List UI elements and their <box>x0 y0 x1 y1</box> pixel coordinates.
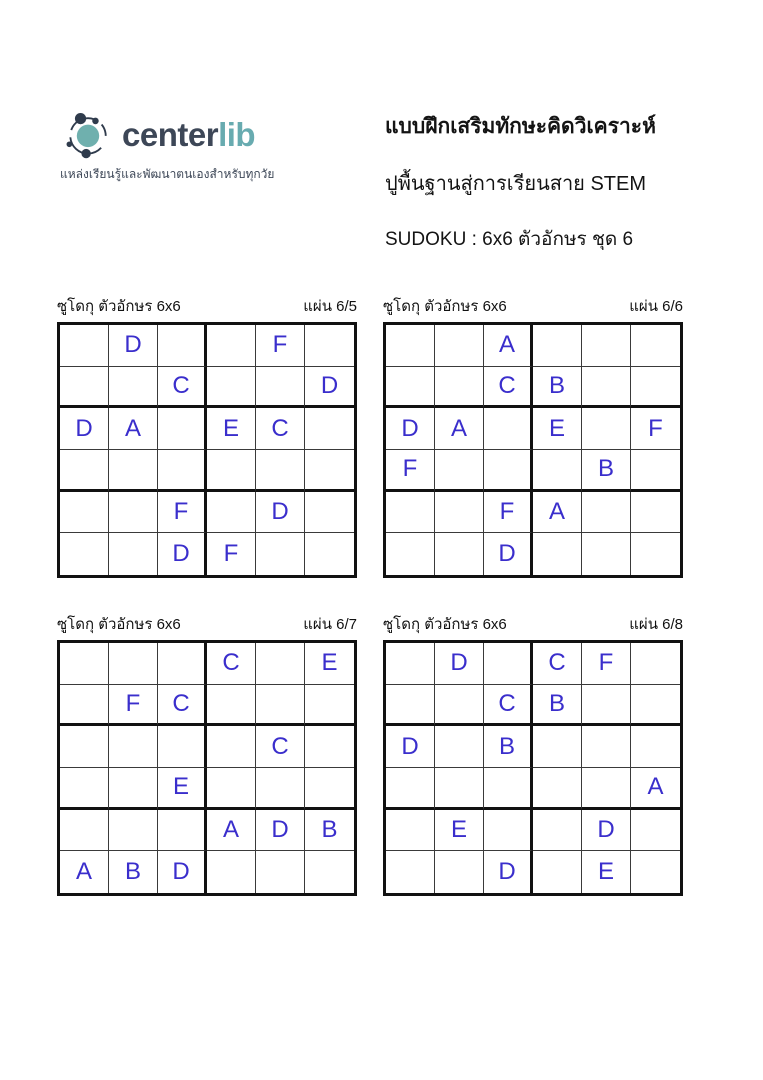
grid-cell: A <box>207 810 256 852</box>
sheet-number: แผ่น 6/6 <box>629 298 683 315</box>
grid-cell <box>435 726 484 768</box>
grid-cell <box>631 533 680 575</box>
page-title-block <box>385 110 725 254</box>
grid-cell <box>533 533 582 575</box>
grid-cell <box>207 768 256 810</box>
grid-cell <box>256 643 305 685</box>
sudoku-grid-1 <box>57 322 357 578</box>
sheet-number: แผ่น 6/5 <box>303 298 357 315</box>
sudoku-grid-2 <box>383 322 683 578</box>
puzzle-title: ซูโดกุ ตัวอักษร 6x6 <box>57 298 181 315</box>
grid-cell: A <box>435 408 484 450</box>
grid-cell <box>435 325 484 367</box>
grid-cell: C <box>533 643 582 685</box>
grid-cell <box>207 726 256 768</box>
logo <box>60 106 275 184</box>
grid-cell <box>533 851 582 893</box>
grid-cell <box>109 810 158 852</box>
grid-cell <box>256 533 305 575</box>
grid-cell: C <box>484 367 533 409</box>
brand-wordmark <box>122 115 256 153</box>
grid-cell <box>109 450 158 492</box>
orbit-dots-logo-icon <box>60 106 116 162</box>
grid-cell <box>631 851 680 893</box>
grid-cell <box>305 325 354 367</box>
grid-cell <box>631 726 680 768</box>
grid-cell <box>533 325 582 367</box>
sheet-number: แผ่น 6/8 <box>629 616 683 633</box>
grid-cell <box>60 492 109 534</box>
grid-cell <box>158 643 207 685</box>
grid-cell <box>305 768 354 810</box>
grid-cell <box>631 325 680 367</box>
grid-cell <box>109 533 158 575</box>
title-line-2: ปูพื้นฐานสู่การเรียนสาย STEM <box>385 173 647 195</box>
grid-cell <box>582 768 631 810</box>
sudoku-card-4 <box>383 618 683 896</box>
grid-cell: E <box>158 768 207 810</box>
grid-cell: B <box>484 726 533 768</box>
grid-cell <box>386 685 435 727</box>
grid-cell: B <box>533 367 582 409</box>
grid-cell: D <box>484 851 533 893</box>
grid-cell <box>109 726 158 768</box>
grid-cell <box>582 367 631 409</box>
title-line-3: SUDOKU : 6x6 ตัวอักษร ชุด 6 <box>385 229 634 250</box>
grid-cell <box>582 685 631 727</box>
grid-cell <box>158 325 207 367</box>
grid-cell <box>386 367 435 409</box>
grid-cell <box>631 367 680 409</box>
grid-cell <box>386 810 435 852</box>
grid-cell <box>207 685 256 727</box>
grid-cell <box>386 533 435 575</box>
grid-cell: A <box>109 408 158 450</box>
grid-cell <box>256 450 305 492</box>
grid-cell <box>582 492 631 534</box>
grid-cell <box>631 685 680 727</box>
grid-cell <box>484 810 533 852</box>
grid-cell <box>158 450 207 492</box>
grid-cell: D <box>484 533 533 575</box>
grid-cell: E <box>582 851 631 893</box>
grid-cell: A <box>631 768 680 810</box>
grid-cell <box>207 851 256 893</box>
grid-cell: C <box>256 726 305 768</box>
grid-cell: C <box>256 408 305 450</box>
grid-cell <box>256 367 305 409</box>
grid-cell <box>386 492 435 534</box>
grid-cell <box>484 450 533 492</box>
grid-cell <box>109 367 158 409</box>
grid-cell: E <box>305 643 354 685</box>
grid-cell: D <box>109 325 158 367</box>
grid-cell <box>435 450 484 492</box>
grid-cell <box>484 408 533 450</box>
grid-cell: D <box>582 810 631 852</box>
grid-cell <box>109 643 158 685</box>
grid-cell: F <box>158 492 207 534</box>
grid-cell <box>435 367 484 409</box>
sudoku-card-1 <box>57 300 357 578</box>
grid-cell: D <box>386 726 435 768</box>
sudoku-grid-3 <box>57 640 357 896</box>
grid-cell: E <box>533 408 582 450</box>
grid-cell: D <box>386 408 435 450</box>
grid-cell: C <box>158 685 207 727</box>
grid-cell: F <box>484 492 533 534</box>
grid-cell <box>60 367 109 409</box>
grid-cell <box>484 768 533 810</box>
grid-cell: E <box>435 810 484 852</box>
grid-cell: D <box>60 408 109 450</box>
grid-cell <box>256 768 305 810</box>
sudoku-card-3 <box>57 618 357 896</box>
grid-cell <box>435 492 484 534</box>
grid-cell <box>305 533 354 575</box>
grid-cell <box>305 492 354 534</box>
grid-cell <box>305 450 354 492</box>
grid-cell <box>60 726 109 768</box>
brand-secondary: lib <box>218 115 256 153</box>
grid-cell <box>305 851 354 893</box>
grid-cell <box>533 810 582 852</box>
grid-cell: F <box>256 325 305 367</box>
grid-cell: C <box>484 685 533 727</box>
grid-cell: F <box>109 685 158 727</box>
grid-cell <box>305 726 354 768</box>
grid-cell <box>582 726 631 768</box>
grid-cell <box>484 643 533 685</box>
grid-cell: D <box>256 810 305 852</box>
grid-cell: C <box>207 643 256 685</box>
grid-cell <box>158 810 207 852</box>
grid-cell: A <box>484 325 533 367</box>
grid-cell <box>305 685 354 727</box>
grid-cell: D <box>305 367 354 409</box>
grid-cell: B <box>109 851 158 893</box>
puzzle-title: ซูโดกุ ตัวอักษร 6x6 <box>383 298 507 315</box>
grid-cell <box>60 533 109 575</box>
grid-cell: A <box>533 492 582 534</box>
grid-cell <box>60 450 109 492</box>
brand-primary: center <box>122 115 219 153</box>
grid-cell <box>582 325 631 367</box>
grid-cell <box>207 325 256 367</box>
grid-cell: F <box>386 450 435 492</box>
grid-cell: E <box>207 408 256 450</box>
grid-cell <box>207 367 256 409</box>
sudoku-card-2 <box>383 300 683 578</box>
grid-cell <box>109 768 158 810</box>
grid-cell <box>631 492 680 534</box>
grid-cell <box>158 408 207 450</box>
grid-cell <box>386 643 435 685</box>
grid-cell <box>60 810 109 852</box>
grid-cell <box>158 726 207 768</box>
grid-cell <box>386 768 435 810</box>
grid-cell <box>533 768 582 810</box>
grid-cell <box>435 851 484 893</box>
grid-cell: D <box>158 851 207 893</box>
grid-cell: F <box>631 408 680 450</box>
grid-cell <box>256 851 305 893</box>
sudoku-grid-4 <box>383 640 683 896</box>
grid-cell <box>386 325 435 367</box>
grid-cell <box>435 685 484 727</box>
grid-cell: B <box>305 810 354 852</box>
grid-cell <box>305 408 354 450</box>
grid-cell <box>533 726 582 768</box>
grid-cell <box>386 851 435 893</box>
puzzle-title: ซูโดกุ ตัวอักษร 6x6 <box>57 616 181 633</box>
grid-cell <box>582 408 631 450</box>
grid-cell: A <box>60 851 109 893</box>
grid-cell <box>435 533 484 575</box>
grid-cell <box>631 450 680 492</box>
grid-cell <box>60 325 109 367</box>
puzzle-title: ซูโดกุ ตัวอักษร 6x6 <box>383 616 507 633</box>
grid-cell <box>631 643 680 685</box>
grid-cell <box>207 450 256 492</box>
grid-cell <box>631 810 680 852</box>
title-line-1: แบบฝึกเสริมทักษะคิดวิเคราะห์ <box>385 115 656 138</box>
grid-cell <box>60 685 109 727</box>
grid-cell <box>60 768 109 810</box>
grid-cell: B <box>533 685 582 727</box>
grid-cell: D <box>158 533 207 575</box>
grid-cell <box>60 643 109 685</box>
grid-cell: D <box>435 643 484 685</box>
grid-cell: D <box>256 492 305 534</box>
grid-cell: F <box>582 643 631 685</box>
grid-cell: F <box>207 533 256 575</box>
grid-cell: B <box>582 450 631 492</box>
grid-cell <box>582 533 631 575</box>
grid-cell: C <box>158 367 207 409</box>
sheet-number: แผ่น 6/7 <box>303 616 357 633</box>
grid-cell <box>207 492 256 534</box>
grid-cell <box>109 492 158 534</box>
grid-cell <box>533 450 582 492</box>
grid-cell <box>435 768 484 810</box>
brand-tagline: แหล่งเรียนรู้และพัฒนาตนเองสำหรับทุกวัย <box>60 167 275 181</box>
grid-cell <box>256 685 305 727</box>
